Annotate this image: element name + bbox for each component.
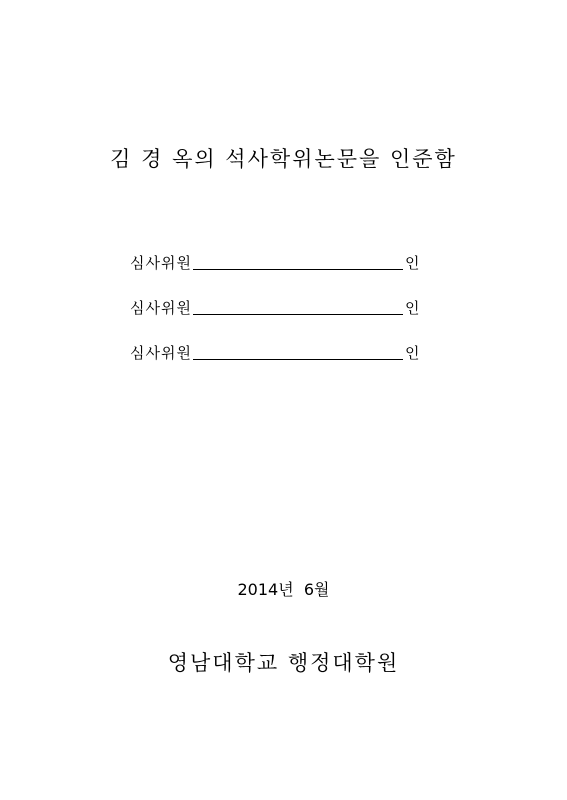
seal-mark: 인	[404, 254, 420, 272]
page-title: 김 경 옥의 석사학위논문을 인준함	[110, 147, 457, 171]
signature-line	[193, 296, 403, 315]
examiner-label: 심사위원	[130, 344, 192, 362]
seal-mark: 인	[404, 344, 420, 362]
examiner-label: 심사위원	[130, 299, 192, 317]
signature-line	[193, 341, 403, 360]
examiner-label: 심사위원	[130, 254, 192, 272]
institution-name: 영남대학교 행정대학원	[167, 651, 400, 675]
examiner-row-3	[130, 339, 419, 363]
approval-date: 2014년 6월	[237, 580, 330, 599]
examiner-row-2	[130, 294, 419, 318]
examiner-signature-list	[130, 249, 419, 384]
seal-mark: 인	[404, 299, 420, 317]
signature-line	[193, 251, 403, 270]
examiner-row-1	[130, 249, 419, 273]
